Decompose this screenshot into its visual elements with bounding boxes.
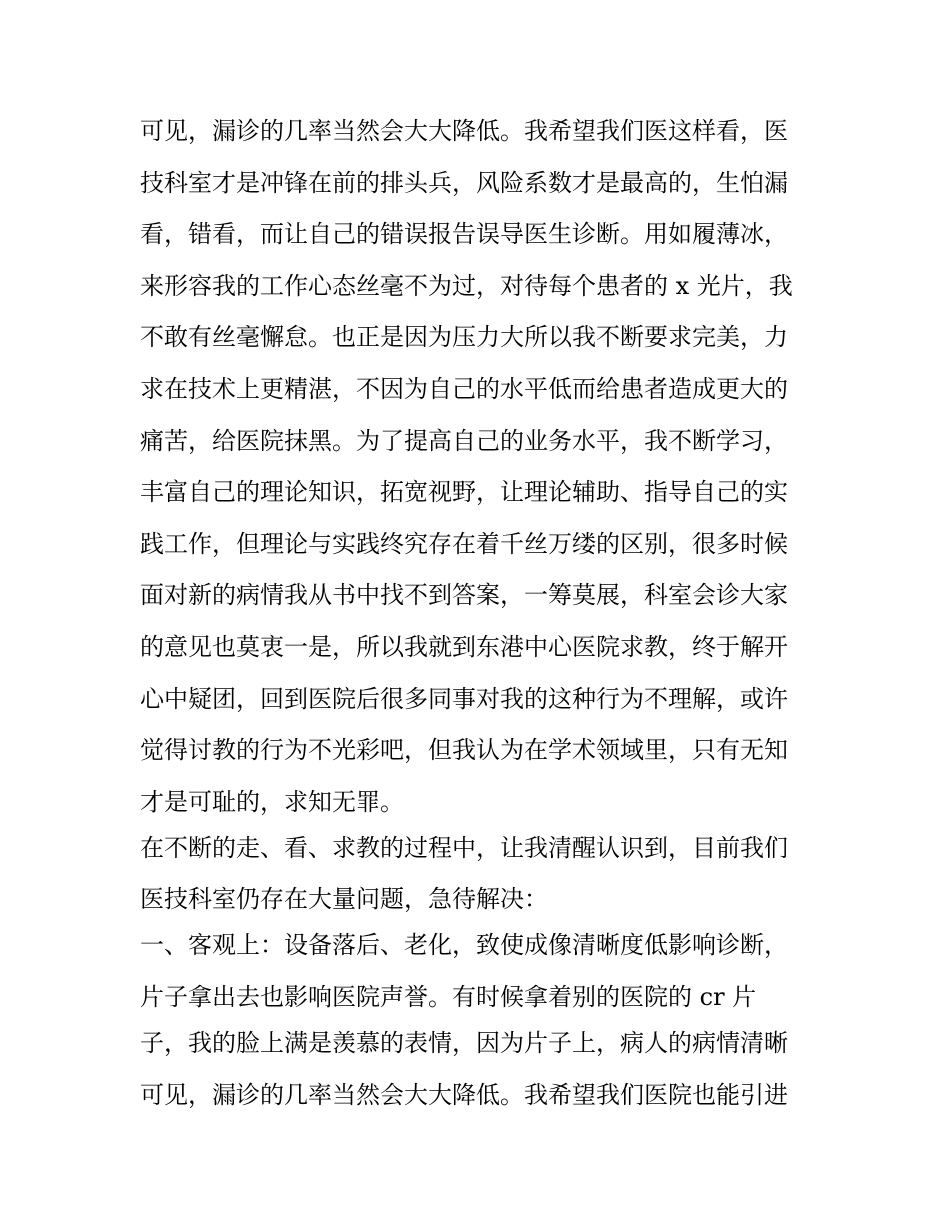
- text-line-10: 面对新的病情我从书中找不到答案，一筹莫展，科室会诊大家: [140, 581, 788, 610]
- text-line-3: 看，错看，而让自己的错误报告误导医生诊断。用如履薄冰，: [140, 220, 788, 249]
- text-line-18: 片子拿出去也影响医院声誉。有时候拿着别的医院的 cr 片: [140, 982, 757, 1011]
- text-line-9: 践工作，但理论与实践终究存在着千丝万缕的区别，很多时候: [140, 529, 788, 558]
- text-line-5: 不敢有丝毫懈怠。也正是因为压力大所以我不断要求完美，力: [140, 323, 788, 352]
- text-line-2: 技科室才是冲锋在前的排头兵，风险系数才是最高的，生怕漏: [140, 168, 788, 197]
- body-text: [140, 106, 820, 1121]
- text-line-20: 可见，漏诊的几率当然会大大降低。我希望我们医院也能引进: [140, 1080, 788, 1109]
- text-line-15: 在不断的走、看、求教的过程中，让我清醒认识到，目前我们: [140, 833, 788, 862]
- text-line-12: 心中疑团，回到医院后很多同事对我的这种行为不理解，或许: [140, 684, 788, 713]
- text-line-14: 才是可耻的，求知无罪。: [140, 787, 404, 816]
- text-line-4: 来形容我的工作心态丝毫不为过，对待每个患者的 x 光片，我: [140, 271, 793, 300]
- text-line-19: 子，我的脸上满是羡慕的表情，因为片子上，病人的病情清晰: [140, 1028, 788, 1057]
- text-line-1: 可见，漏诊的几率当然会大大降低。我希望我们医这样看，医: [140, 117, 788, 145]
- text-line-17: 一、客观上：设备落后、老化，致使成像清晰度低影响诊断，: [140, 931, 788, 960]
- text-line-16: 医技科室仍存在大量问题，急待解决：: [140, 885, 548, 914]
- text-line-11: 的意见也莫衷一是，所以我就到东港中心医院求教，终于解开: [140, 632, 788, 661]
- text-line-8: 丰富自己的理论知识，拓宽视野，让理论辅助、指导自己的实: [140, 478, 788, 507]
- text-line-6: 求在技术上更精湛，不因为自己的水平低而给患者造成更大的: [140, 374, 788, 403]
- text-line-7: 痛苦，给医院抹黑。为了提高自己的业务水平，我不断学习，: [140, 426, 788, 455]
- text-line-13: 觉得讨教的行为不光彩吧，但我认为在学术领域里，只有无知: [140, 736, 788, 765]
